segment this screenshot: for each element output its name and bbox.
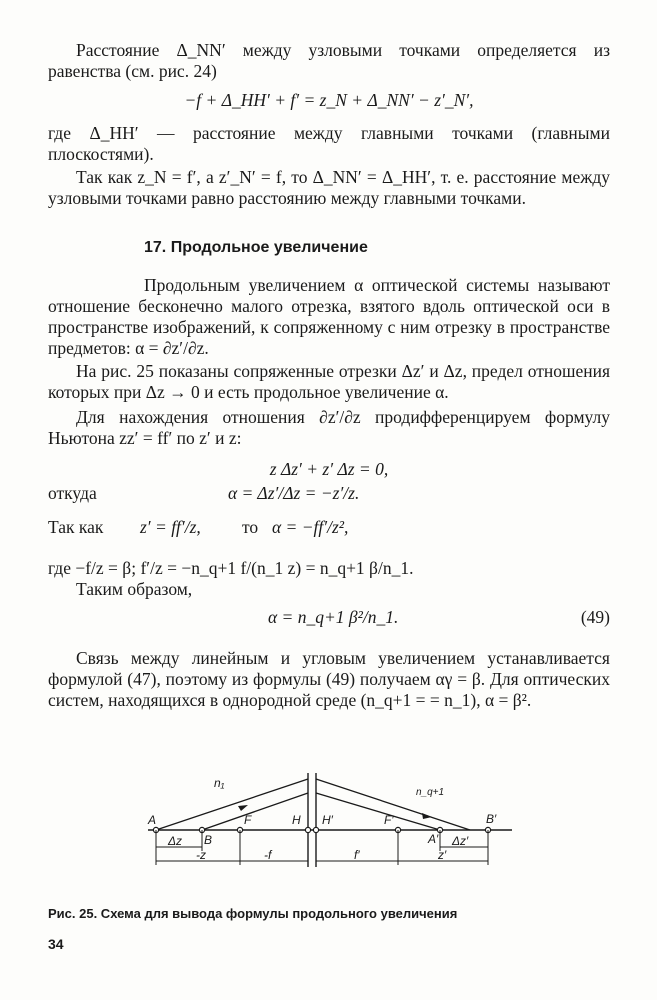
paragraph-fig25-intro: На рис. 25 показаны сопряженные отрезки Δz′ и Δz, предел отношения которых при Δz → 0 и есть продольное увеличение α. bbox=[48, 361, 610, 402]
label-f: F bbox=[244, 813, 252, 827]
label-bp: B′ bbox=[486, 812, 497, 826]
equation-differential: z Δz′ + z′ Δz = 0, bbox=[269, 459, 389, 479]
label-h: H bbox=[292, 813, 301, 827]
point-hp bbox=[313, 827, 318, 832]
equation-number-49: (49) bbox=[580, 607, 610, 627]
paragraph-nodal-distance: Расстояние Δ_NN′ между узловыми точками определяется из равенства (см. рис. 24) bbox=[48, 40, 610, 81]
paragraph-definition: Продольным увеличением α оптической системы называют отношение бесконечно малого отрезка, взятого вдоль оптической оси в пространстве изображений, к сопряженному с ним отрезку в пространстве предметов: α = ∂z′/∂z. bbox=[48, 275, 610, 358]
label-nq1: n_q+1 bbox=[416, 787, 445, 798]
section-heading: 17. Продольное увеличение bbox=[144, 239, 368, 256]
equation-49: α = n_q+1 β²/n_1. bbox=[268, 607, 399, 627]
point-h bbox=[305, 827, 310, 832]
row-eq49 bbox=[48, 606, 610, 628]
paragraph-angular-link: Связь между линейным и угловым увеличением устанавливается формулой (47), поэтому из формулы (49) получаем αγ = β. Для оптических систем, находящихся в однородной среде (n_q+1 = = n_1), α = β². bbox=[48, 648, 610, 710]
label-n1: n₁ bbox=[214, 776, 225, 790]
label-dz: Δz bbox=[168, 834, 183, 848]
ray-object-a bbox=[156, 779, 308, 830]
label-fp: F′ bbox=[384, 813, 394, 827]
label-hp: H′ bbox=[322, 813, 333, 827]
label-mz: -z bbox=[196, 848, 206, 862]
page-number: 34 bbox=[48, 936, 64, 952]
text-takkak: Так как bbox=[48, 517, 104, 537]
equation-nodal: −f + Δ_HH′ + f′ = z_N + Δ_NN′ − z′_N′, bbox=[184, 90, 474, 110]
row-takkak bbox=[48, 516, 610, 538]
text-takim: Таким образом, bbox=[76, 579, 193, 599]
figure-caption: Рис. 25. Схема для вывода формулы продольного увеличения bbox=[48, 906, 458, 921]
label-zp: z′ bbox=[438, 848, 447, 862]
text-to: то bbox=[242, 517, 259, 537]
label-dzp: Δz′ bbox=[452, 834, 469, 848]
equation-alpha-ff: α = −ff′/z², bbox=[272, 517, 349, 537]
paragraph-principal-distance: где Δ_HH′ — расстояние между главными точками (главными плоскостями). bbox=[48, 123, 610, 164]
label-b: B bbox=[204, 833, 213, 847]
paragraph-conclusion: Так как z_N = f′, а z′_N′ = f, то Δ_NN′ = Δ_HH′, т. е. расстояние между узловыми точками равно расстоянию между главными точками. bbox=[48, 167, 610, 208]
label-fp-dim: f′ bbox=[354, 848, 360, 862]
figure-25 bbox=[140, 765, 520, 875]
paragraph-beta-relation: где −f/z = β; f′/z = −n_q+1 f/(n_1 z) = n_q+1 β/n_1. bbox=[48, 558, 414, 578]
ray-image-b bbox=[316, 793, 440, 830]
row-otkuda bbox=[48, 482, 610, 504]
label-ap: A′ bbox=[428, 832, 439, 846]
page-content bbox=[48, 40, 610, 711]
arrow-image bbox=[422, 813, 432, 819]
paragraph-differentiate: Для нахождения отношения ∂z′/∂z продифференцируем формулу Ньютона zz′ = ff′ по z′ и z: bbox=[48, 407, 610, 448]
label-mf: -f bbox=[264, 848, 272, 862]
equation-zprime: z′ = ff′/z, bbox=[140, 517, 201, 537]
arrow-object bbox=[238, 805, 248, 811]
text-otkuda: откуда bbox=[48, 483, 97, 503]
equation-alpha-ratio: α = Δz′/Δz = −z′/z. bbox=[228, 483, 360, 503]
label-a: A bbox=[148, 813, 157, 827]
